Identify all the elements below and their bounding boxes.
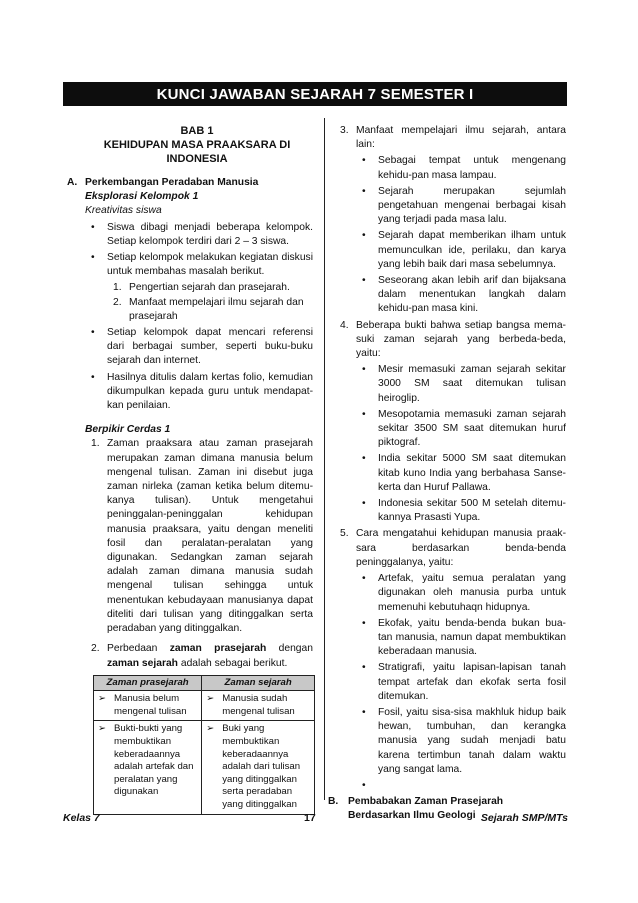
berpikir-heading: Berpikir Cerdas 1: [85, 424, 171, 436]
sub-list-item: Manfaat mempelajari ilmu sejarah dan prasejarah: [129, 296, 304, 322]
answer-4-list: [334, 363, 566, 525]
chapter-heading: [81, 124, 313, 166]
section-a-letter: A.: [67, 177, 78, 188]
answer-number: 2.: [91, 643, 100, 655]
table-cell: Bukti-bukti yang membuktikan keberadaannya adalah artefak dan peralatan yang digunakan: [114, 723, 194, 798]
chapter-title-line2: INDONESIA: [166, 153, 228, 165]
list-item: • Fosil, yaitu sisa-sisa makhluk hidup baik hewan, tumbuhan, dan kerangka manusia yang sudah menjadi batu karena tertimbun tanah dalam waktu yang sangat lama.: [356, 706, 566, 777]
sub-list-item: Pengertian sejarah dan prasejarah.: [129, 282, 290, 294]
list-item: • Mesir memasuki zaman sejarah sekitar 3000 SM saat ditemukan tulisan heiroglip.: [356, 363, 566, 406]
list-item: • Setiap kelompok melakukan kegiatan diskusi untuk membahas masalah berikut.: [85, 251, 313, 279]
list-item: • Hasilnya ditulis dalam kertas folio, kemudian dikumpulkan kepada guru untuk mendapat-kan penilaian.: [85, 371, 313, 414]
table-cell: Manusia belum mengenal tulisan: [114, 693, 187, 717]
table-cell: Manusia sudah mengenal tulisan: [222, 693, 295, 717]
table-cell: Buki yang membuktikan keberadaannya adalah dari tulisan yang ditinggalkan serta peradaban yang ditinggalkan: [222, 723, 301, 811]
list-item: • Indonesia sekitar 500 M setelah ditemu-kannya Prasasti Yupa.: [356, 497, 566, 525]
page-number: 17: [304, 812, 316, 824]
answer-item-3: [334, 124, 566, 152]
list-item: • India sekitar 5000 SM saat ditemukan kitab kuno India yang berbahasa Sanse-kerta dan Huruf Pallawa.: [356, 452, 566, 495]
right-column: [328, 124, 566, 823]
sub-list: [85, 281, 313, 324]
list-item: • Seseorang akan lebih arif dan bijaksana dalam menentukan langkah dalam kehidu-pan masa kini.: [356, 274, 566, 317]
table-row: [94, 721, 315, 814]
list-item: • Setiap kelompok dapat mencari referensi dari berbagai sumber, seperti buku-buku sejarah dan internet.: [85, 326, 313, 369]
answer-text: Manfaat mempelajari ilmu sejarah, antara lain:: [356, 125, 566, 151]
list-item: • Stratigrafi, yaitu lapisan-lapisan tanah tempat artefak dan ekofak serta fosil ditemukan.: [356, 661, 566, 704]
arrow-bullet-icon: ➢: [206, 723, 215, 735]
answer-text: Perbedaan: [107, 643, 170, 655]
answer-3-list: [334, 154, 566, 316]
section-b-title: Pembabakan Zaman Prasejarah Berdasarkan Ilmu Geologi: [348, 795, 504, 822]
sub-list-number: 1.: [113, 282, 122, 294]
chapter-title-line1: KEHIDUPAN MASA PRAAKSARA DI: [103, 139, 291, 151]
list-item: [356, 779, 566, 793]
section-a: [67, 176, 313, 815]
list-item: • Siswa dibagi menjadi beberapa kelompok. Setiap kelompok terdiri dari 2 – 3 siswa.: [85, 221, 313, 249]
list-item: • Sejarah dapat memberikan ilham untuk memunculkan ide, perilaku, dan karya yang lebih baik dari masa sebelumnya.: [356, 229, 566, 272]
chapter-number: BAB 1: [180, 125, 214, 137]
answer-number: 5.: [340, 528, 349, 540]
answer-text: Beberapa bukti bahwa setiap bangsa mema-suki zaman sejarah yang berbeda-beda, yaitu:: [356, 319, 566, 360]
answer-number: 4.: [340, 319, 349, 331]
list-item: • Artefak, yaitu semua peralatan yang digunakan oleh manusia purba untuk memenuhi kebutuhaqn hidupnya.: [356, 572, 566, 615]
answer-item-4: [334, 319, 566, 362]
column-divider: [324, 118, 325, 800]
arrow-bullet-icon: ➢: [98, 723, 107, 735]
list-item: • Sebagai tempat untuk mengenang kehidu-pan masa lampau.: [356, 154, 566, 182]
explorasi-heading: Eksplorasi Kelompok 1: [85, 191, 199, 203]
footer-class: Kelas 7: [63, 812, 100, 824]
table-header: Zaman prasejarah: [94, 675, 202, 691]
list-item: • Sejarah merupakan sejumlah pengetahuan mengenai berbagai kisah yang terjadi pada masa lalu.: [356, 185, 566, 228]
table-header: Zaman sejarah: [202, 675, 315, 691]
answer-text: Zaman praaksara atau zaman prasejarah merupakan zaman dimana manusia belum mengenal tulisan. Zaman ini disebut juga zaman nirleka (zaman ketika belum ditemu-kanya tulisan). Untuk mengetahui peninggalan-peninggalan kehidupan manusia praaksara, yaitu dengan meneliti fosil dan peralatan-peralatan yang digunakan. Sedangkan zaman sejarah adalah zaman dimana manusia sudah mengenal tulisan sehingga untuk menentukan kebudayaan manusianya dapat diteliti dari tulisan yang ditinggalkan serta peradaban yang ditinggalkan.: [107, 438, 313, 635]
page-banner: KUNCI JAWABAN SEJARAH 7 SEMESTER I: [63, 82, 567, 106]
term-sejarah: zaman sejarah: [107, 657, 178, 669]
table-row: [94, 691, 315, 721]
sub-list-number: 2.: [113, 296, 122, 308]
term-prasejarah: zaman prasejarah: [169, 643, 267, 655]
left-column: [67, 124, 313, 815]
answer-item-1: [85, 437, 313, 636]
list-item: • Mesopotamia memasuki zaman sejarah sekitar 3500 SM saat ditemukan huruf piktograf.: [356, 408, 566, 451]
answer-text: dengan: [266, 643, 313, 655]
answer-text: Cara mengatahui kehidupan manusia praak-sara berdasarkan benda-benda peninggalanya, yaitu:: [356, 528, 566, 568]
answer-number: 1.: [91, 438, 100, 450]
answer-item-5: [334, 527, 566, 570]
list-item: • Ekofak, yaitu benda-benda bukan bua-tan manusia, namun dapat membuktikan keberadaan manusia.: [356, 617, 566, 660]
arrow-bullet-icon: ➢: [206, 693, 215, 705]
section-a-title: Perkembangan Peradaban Manusia: [85, 177, 259, 188]
answer-item-2: [85, 642, 313, 670]
kreativitas-label: Kreativitas siswa: [85, 205, 162, 217]
section-b-letter: B.: [328, 795, 339, 807]
answer-5-list: [334, 572, 566, 793]
footer-subject: Sejarah SMP/MTs: [480, 812, 568, 824]
answer-text: adalah sebagai berikut.: [177, 657, 288, 669]
arrow-bullet-icon: ➢: [98, 693, 107, 705]
comparison-table: [93, 675, 315, 815]
answer-number: 3.: [340, 125, 349, 136]
